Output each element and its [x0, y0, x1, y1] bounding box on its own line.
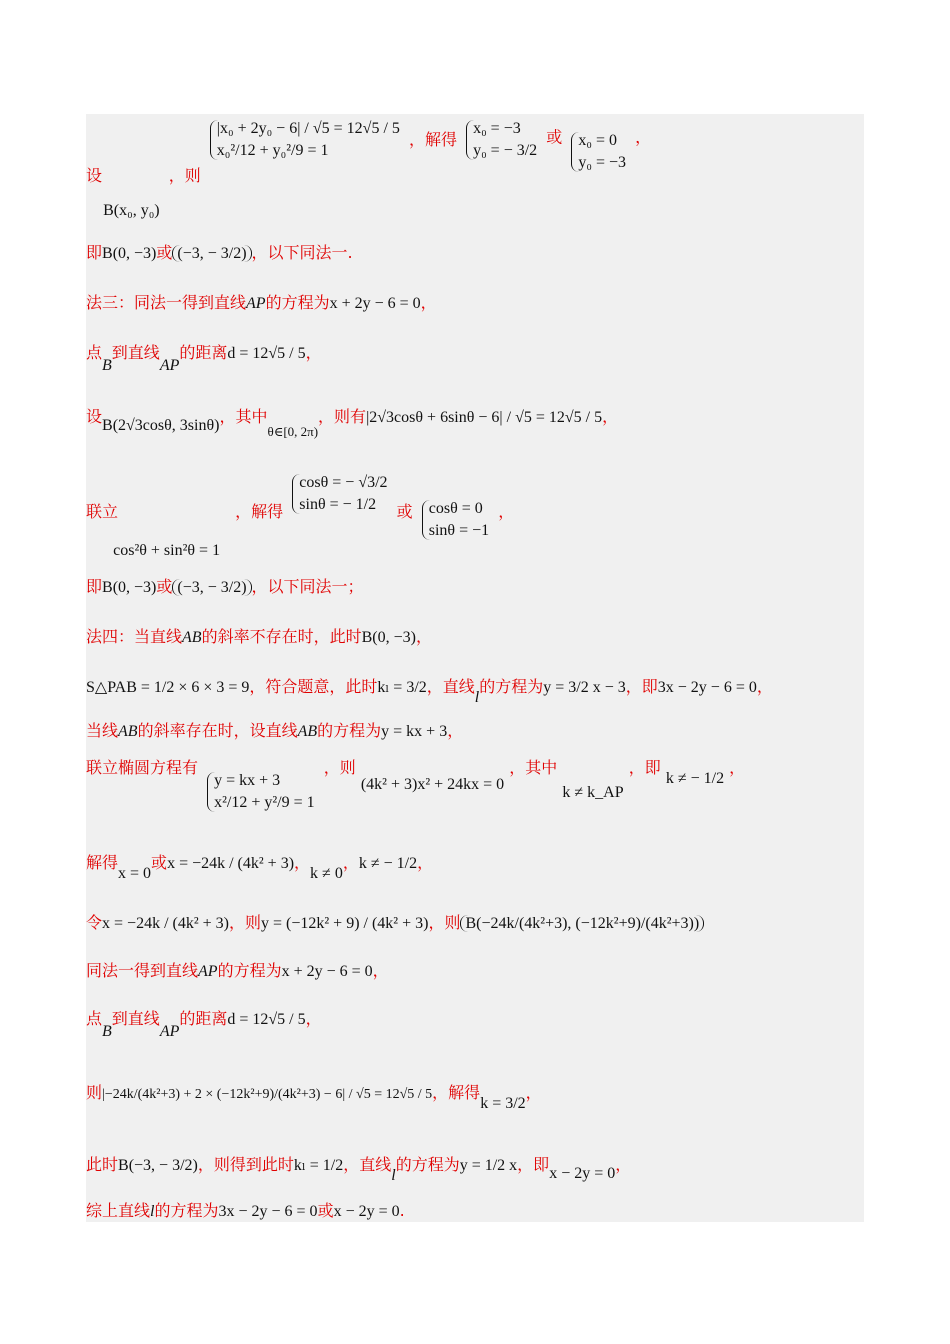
text: 的斜率不存在时，此时	[201, 627, 362, 646]
math-eq: y = (−12k² + 9) / (4k² + 3)	[261, 915, 429, 932]
text: ，	[447, 721, 464, 740]
math-eq: x = 0	[118, 865, 152, 882]
math-point: B(0, −3)	[102, 579, 157, 596]
text: 或	[317, 1201, 334, 1220]
text: ，解得	[408, 129, 457, 149]
math-point: B(x₀, y₀)	[103, 201, 160, 219]
math-eq: x + 2y − 6 = 0	[329, 295, 421, 312]
text: ，	[372, 961, 389, 980]
text: ，	[417, 853, 434, 872]
text: ，	[305, 343, 322, 362]
text: 或	[396, 501, 413, 521]
solution-system	[422, 500, 489, 540]
math-var: AB	[118, 723, 138, 740]
math-point: B(2√3cosθ, 3sinθ)	[102, 417, 220, 434]
math-var: B	[102, 357, 112, 374]
text: 联立	[86, 501, 119, 521]
text: .	[399, 1201, 405, 1220]
text: 设	[86, 165, 103, 185]
line-18	[86, 1198, 405, 1221]
line-11	[86, 752, 746, 811]
text: 的方程为	[217, 961, 282, 980]
line-7	[86, 574, 364, 597]
math-eq: cos²θ + sin²θ = 1	[113, 541, 221, 559]
math-point: (−3, − 3/2)	[172, 579, 251, 596]
text: 点	[86, 1009, 103, 1028]
text: 法三：同法一得到直线	[86, 293, 247, 312]
text: ，符合题意，此时	[249, 677, 378, 696]
text: ，	[294, 853, 311, 872]
text: 则	[86, 1083, 103, 1102]
math-eq: y₀ = − 3/2	[473, 142, 538, 159]
text: ，	[756, 677, 773, 696]
text: 的方程为	[317, 721, 382, 740]
text: 到直线	[111, 343, 160, 362]
text: ，即	[517, 1155, 550, 1174]
math-eq: sinθ = −1	[428, 522, 490, 539]
math-eq: cosθ = 0	[428, 500, 483, 517]
math-eq: x − 2y = 0	[549, 1165, 616, 1182]
math-eq: x₀ = 0	[578, 132, 617, 149]
solution-system	[466, 120, 537, 160]
math-eq: x²/12 + y²/9 = 1	[214, 794, 315, 811]
text: ，	[420, 293, 437, 312]
text: 的方程为	[265, 293, 330, 312]
math-eq: y = kx + 3	[214, 772, 281, 789]
text: 设	[86, 407, 103, 426]
text: 即	[86, 243, 103, 262]
text: ，则	[428, 913, 461, 932]
line-15	[86, 1006, 322, 1040]
text: 的斜率存在时，设直线	[137, 721, 298, 740]
text: ，以下同法一；	[251, 577, 364, 596]
math-eq: |x₀ + 2y₀ − 6| / √5 = 12√5 / 5	[216, 120, 400, 137]
math-var: l	[474, 689, 480, 706]
math-eq: d = 12√5 / 5	[227, 345, 306, 362]
math-eq: (4k² + 3)x² + 24kx = 0	[360, 775, 505, 793]
math-range: θ∈[0, 2π)	[267, 424, 319, 439]
text: ，即	[625, 677, 658, 696]
math-var: AP	[246, 295, 266, 312]
text: 当线	[86, 721, 119, 740]
math-eq: sinθ = − 1/2	[299, 496, 377, 513]
math-point: B(0, −3)	[361, 629, 416, 646]
text: ，直线	[426, 677, 475, 696]
math-eq: cosθ = − √3/2	[299, 474, 388, 491]
math-eq: y = kx + 3	[381, 723, 448, 740]
line-12	[86, 850, 434, 882]
math-eq: x = −24k / (4k² + 3)	[102, 915, 229, 932]
math-var: AP	[198, 963, 218, 980]
math-eq: 3x − 2y − 6 = 0	[657, 679, 757, 696]
math-cond: k ≠ − 1/2	[358, 855, 418, 872]
math-eq: y = 3/2 x − 3	[543, 679, 626, 696]
text: ，其中	[219, 407, 268, 426]
math-eq: x − 2y = 0	[333, 1203, 400, 1220]
math-eq: S△PAB = 1/2 × 6 × 3 = 9	[86, 679, 250, 696]
text: ，其中	[509, 757, 558, 777]
text: 联立椭圆方程有	[86, 757, 199, 777]
text: 此时	[86, 1155, 119, 1174]
text: 或	[546, 127, 563, 147]
line-2	[86, 240, 353, 263]
math-point: B(−24k/(4k²+3), (−12k²+9)/(4k²+3))	[460, 915, 704, 932]
text: 点	[86, 343, 103, 362]
line-10	[86, 718, 463, 741]
math-eq: kₗ = 3/2	[377, 679, 427, 696]
text: 解得	[86, 853, 119, 872]
text: 法四：当直线	[86, 627, 183, 646]
text: ，	[498, 501, 515, 521]
math-point: (−3, − 3/2)	[172, 245, 251, 262]
math-point: B(−3, − 3/2)	[118, 1157, 198, 1174]
text: 的方程为	[395, 1155, 460, 1174]
math-eq: |2√3cosθ + 6sinθ − 6| / √5 = 12√5 / 5	[366, 409, 603, 426]
line-17	[86, 1152, 632, 1184]
math-var: l	[391, 1167, 396, 1184]
solution-system	[292, 474, 387, 514]
line-16	[86, 1080, 542, 1112]
equation-system	[207, 772, 315, 812]
math-eq: k = 3/2	[480, 1095, 526, 1112]
text: ，则得到此时	[197, 1155, 294, 1174]
text: 即	[86, 577, 103, 596]
text: 或	[156, 243, 173, 262]
math-var: AB	[182, 629, 202, 646]
text: ，则	[228, 913, 261, 932]
text: 的方程为	[479, 677, 544, 696]
line-9	[86, 674, 773, 706]
text: ，则	[168, 165, 201, 185]
math-point: B(0, −3)	[102, 245, 157, 262]
math-eq: y = 1/2 x	[459, 1157, 518, 1174]
math-var: B	[102, 1023, 112, 1040]
text: 令	[86, 913, 103, 932]
solution-panel	[86, 114, 864, 1222]
math-cond: k ≠ 0	[310, 865, 343, 882]
text: ，	[615, 1155, 632, 1174]
text: ，	[602, 407, 619, 426]
math-var: AB	[297, 723, 318, 740]
math-cond: k ≠ k_AP	[562, 783, 624, 801]
text: ，解得	[235, 501, 284, 521]
solution-system	[571, 132, 626, 172]
text: 的距离	[179, 1009, 228, 1028]
line-1	[86, 118, 652, 219]
line-13	[86, 910, 704, 933]
text: ，则	[323, 757, 356, 777]
text: ，	[525, 1083, 542, 1102]
text: ，则有	[318, 407, 367, 426]
math-eq: 3x − 2y − 6 = 0	[218, 1203, 318, 1220]
text: 的距离	[179, 343, 228, 362]
text: ，	[305, 1009, 322, 1028]
line-8	[86, 624, 432, 647]
text: ，以下同法一.	[251, 243, 353, 262]
math-cond: k ≠ − 1/2	[665, 769, 725, 787]
math-var: l	[150, 1203, 155, 1220]
math-var: AP	[159, 1023, 180, 1040]
math-eq: x₀²/12 + y₀²/9 = 1	[216, 142, 329, 159]
text: ，解得	[432, 1083, 481, 1102]
text: 的方程为	[154, 1201, 219, 1220]
math-eq: kₗ = 1/2	[293, 1157, 344, 1174]
math-eq: d = 12√5 / 5	[227, 1011, 306, 1028]
text: 到直线	[111, 1009, 160, 1028]
math-eq: |−24k/(4k²+3) + 2 × (−12k²+9)/(4k²+3) − 6| / √5 = 12√5 / 5	[102, 1087, 433, 1102]
line-3	[86, 290, 437, 313]
line-4	[86, 340, 322, 374]
math-eq: x + 2y − 6 = 0	[281, 963, 373, 980]
line-6	[86, 470, 515, 559]
math-eq: y₀ = −3	[578, 154, 626, 171]
line-14	[86, 958, 389, 981]
text: ，	[415, 627, 432, 646]
text: ，	[342, 853, 359, 872]
text: ，	[635, 127, 652, 147]
math-eq: x = −24k / (4k² + 3)	[167, 855, 295, 872]
equation-system	[210, 120, 400, 160]
math-eq: x₀ = −3	[473, 120, 521, 137]
text: ，直线	[343, 1155, 392, 1174]
text: ，即	[628, 757, 661, 777]
math-var: AP	[159, 357, 180, 374]
text: 或	[156, 577, 173, 596]
text: 综上直线	[86, 1201, 151, 1220]
text: 或	[151, 853, 168, 872]
text: 同法一得到直线	[86, 961, 199, 980]
text: ，	[729, 757, 746, 777]
